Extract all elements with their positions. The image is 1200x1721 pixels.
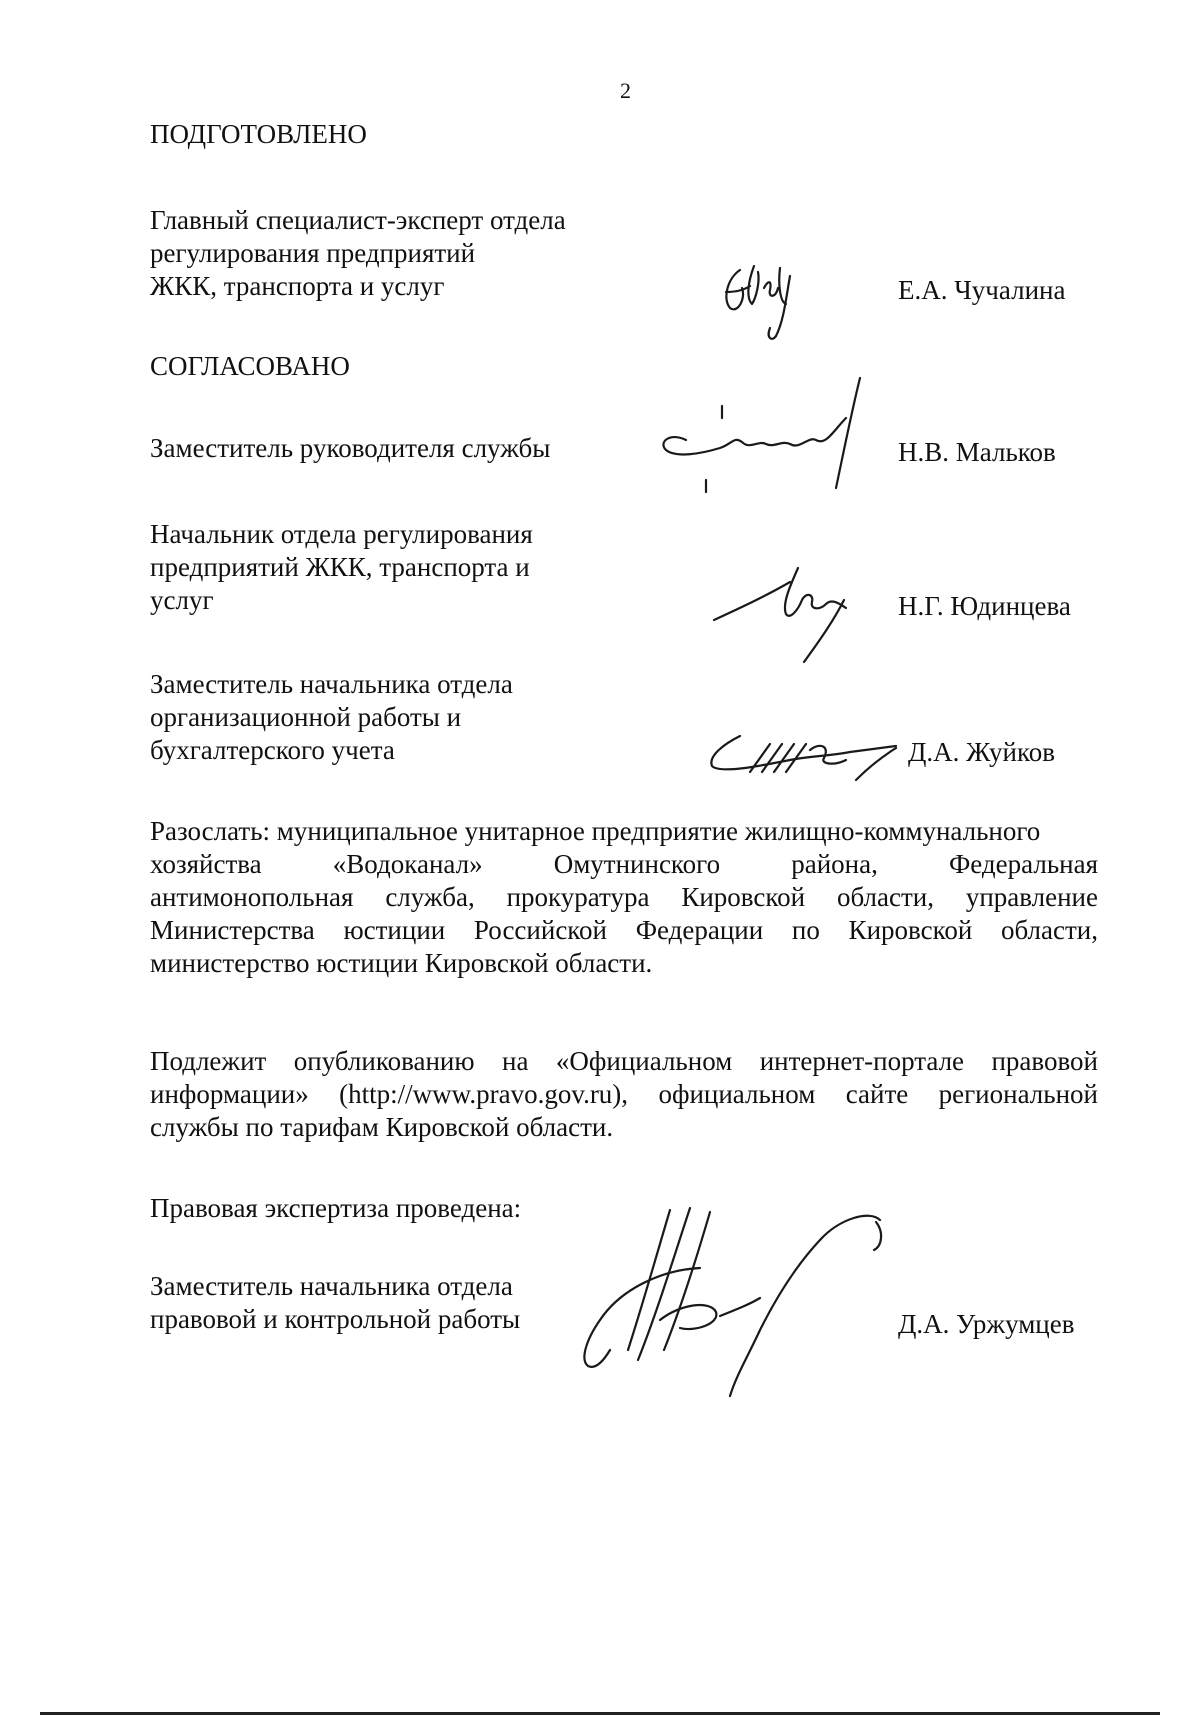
distribution-line: Министерства юстиции Российской Федерации по Кировской области, [150,915,1098,945]
legal-review-position [150,1270,520,1336]
agreed-position-line: услуг [150,585,214,615]
agreed-position-line: бухгалтерского учета [150,735,395,765]
prepared-name: Е.А. Чучалина [898,275,1066,305]
prepared-position-line: ЖКК, транспорта и услуг [150,271,445,301]
agreed-position-2 [150,518,533,617]
agreed-heading: СОГЛАСОВАНО [150,351,350,381]
agreed-position-line: Заместитель руководителя службы [150,433,551,463]
distribution-line: хозяйства «Водоканал» Омутнинского района, Федеральная [150,849,1098,879]
signature-urzhumtsev [540,1200,900,1400]
agreed-position-3 [150,668,513,767]
legal-review-position-line: Заместитель начальника отдела [150,1271,513,1301]
agreed-position-line: организационной работы и [150,702,462,732]
publication-paragraph [150,1045,1098,1144]
agreed-position-line: предприятий ЖКК, транспорта и [150,552,530,582]
publication-line: информации» (http://www.pravo.gov.ru), официальном сайте региональной [150,1079,1098,1109]
prepared-position [150,204,566,303]
distribution-line: антимонопольная служба, прокуратура Кировской области, управление [150,882,1098,912]
signature-yudintseva [710,560,860,670]
bottom-rule [40,1712,1160,1715]
legal-review-heading: Правовая экспертиза проведена: [150,1193,522,1223]
page-number: 2 [620,78,631,103]
signature-chuchalina [720,258,830,348]
prepared-position-line: Главный специалист-эксперт отдела [150,205,566,235]
agreed-position-line: Начальник отдела регулирования [150,519,533,549]
publication-line: Подлежит опубликованию на «Официальном интернет-портале правовой [150,1046,1098,1076]
distribution-line: министерство юстиции Кировской области. [150,948,653,978]
agreed-position-line: Заместитель начальника отдела [150,669,513,699]
agreed-position-1 [150,432,550,465]
signature-malkov [650,370,880,530]
prepared-position-line: регулирования предприятий [150,238,476,268]
agreed-name-3: Д.А. Жуйков [908,737,1055,767]
prepared-heading: ПОДГОТОВЛЕНО [150,119,367,149]
signature-zhuikov [700,720,910,790]
publication-line: службы по тарифам Кировской области. [150,1112,614,1142]
distribution-line: Разослать: муниципальное унитарное предприятие жилищно-коммунального [150,816,1041,846]
legal-review-position-line: правовой и контрольной работы [150,1304,521,1334]
legal-review-name: Д.А. Уржумцев [898,1309,1075,1339]
agreed-name-1: Н.В. Мальков [898,437,1056,467]
distribution-paragraph [150,815,1098,980]
agreed-name-2: Н.Г. Юдинцева [898,591,1071,621]
